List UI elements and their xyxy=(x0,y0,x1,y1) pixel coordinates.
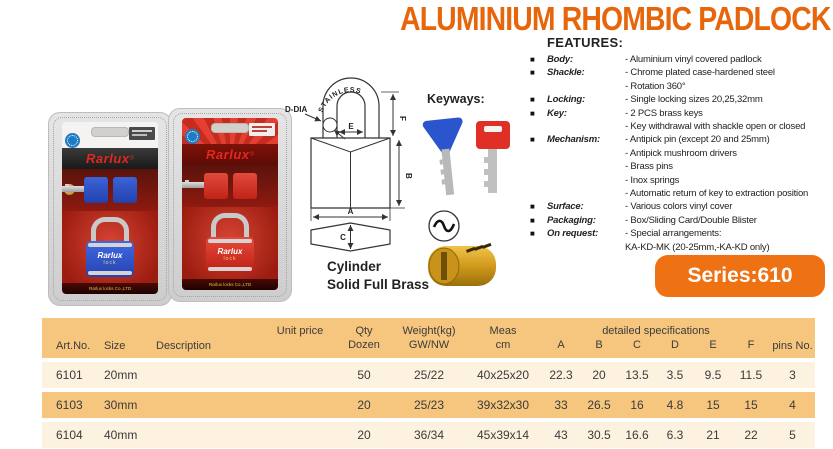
feature-label: Mechanism: xyxy=(547,134,600,146)
feature-row xyxy=(530,200,833,213)
feature-row xyxy=(530,214,833,227)
feature-label xyxy=(547,160,625,173)
padlock-dimension-diagram xyxy=(283,56,423,261)
specification-table xyxy=(42,318,815,448)
pack-card xyxy=(62,122,158,294)
lock-area xyxy=(62,211,158,283)
feature-label xyxy=(547,120,625,133)
col-header-b: B xyxy=(595,339,603,351)
cylinder-slot xyxy=(482,243,491,249)
pack-footer xyxy=(182,279,278,290)
col-header-detailed-specs: detailed specifications A B C D E F xyxy=(542,318,770,358)
feature-text: - Inox springs xyxy=(625,174,680,186)
brand-band xyxy=(182,144,278,165)
cell-qty: 50 xyxy=(357,368,371,382)
feature-text: - Rotation 360° xyxy=(625,80,686,92)
hang-area xyxy=(182,118,278,144)
key-blade xyxy=(182,182,204,188)
padlock-brand-sub: lock xyxy=(223,256,237,262)
feature-row xyxy=(530,120,833,133)
feature-text: - Special arrangements: xyxy=(625,228,722,240)
feature-label: Body: xyxy=(547,54,573,65)
cell-e: 15 xyxy=(706,398,720,412)
feature-text: - Aluminium vinyl covered padlock xyxy=(625,54,762,65)
padlock-photo xyxy=(206,213,254,273)
cell-weight: 25/23 xyxy=(413,398,445,412)
keyways-heading: Keyways: xyxy=(427,92,485,106)
blister-pack-blue xyxy=(48,112,172,306)
feature-row xyxy=(530,241,833,254)
cell-weight: 25/22 xyxy=(413,368,445,382)
cell-c: 13.5 xyxy=(625,368,649,382)
bullet-icon: ■ xyxy=(530,229,535,239)
cell-f: 11.5 xyxy=(739,368,763,382)
cell-size: 40mm xyxy=(104,428,138,442)
cell-c: 16.6 xyxy=(625,428,649,442)
cell-d: 3.5 xyxy=(666,368,684,382)
col-header-meas: Meas cm xyxy=(489,325,517,351)
feature-text: KA-KD-MK (20-25mm,-KA-KD only) xyxy=(625,241,770,253)
cell-meas: 40x25x20 xyxy=(476,368,530,382)
key-icon xyxy=(84,177,108,203)
cell-b: 26.5 xyxy=(587,398,611,412)
feature-label: Surface: xyxy=(547,201,584,213)
feature-label xyxy=(547,147,625,160)
series-badge xyxy=(655,255,825,297)
cell-meas: 45x39x14 xyxy=(476,428,530,442)
key-blade xyxy=(62,186,84,192)
a-label: A xyxy=(347,207,354,216)
brass-cylinder-image xyxy=(420,238,504,294)
bullet-icon xyxy=(530,160,547,173)
c-label: C xyxy=(340,233,346,242)
feature-label xyxy=(547,80,625,93)
page-title: ALUMINIUM RHOMBIC PADLOCK xyxy=(400,0,831,37)
col-header-weight: Weight(kg) GW/NW xyxy=(402,325,456,351)
bullet-icon xyxy=(530,174,547,187)
col-header-art-no: Art.No. xyxy=(56,340,91,352)
hang-area xyxy=(62,122,158,148)
table-row xyxy=(42,392,815,418)
red-key-icon xyxy=(476,121,510,193)
d-dia-arrow xyxy=(305,114,321,121)
keys-band xyxy=(182,165,278,207)
starburst-logo-icon xyxy=(185,129,200,144)
feature-text: - Box/Sliding Card/Double Blister xyxy=(625,214,757,226)
col-header-qty-dozen: Qty Dozen xyxy=(348,325,380,351)
key-icon xyxy=(113,177,137,203)
feature-row xyxy=(530,227,833,240)
feature-label xyxy=(547,174,625,187)
feature-row xyxy=(530,187,833,200)
blue-key-icon xyxy=(427,122,466,197)
bullet-icon: ■ xyxy=(530,215,535,225)
feature-row xyxy=(530,66,833,79)
cell-b: 30.5 xyxy=(587,428,611,442)
feature-text: - Key withdrawal with shackle open or closed xyxy=(625,121,806,133)
pack-footer-text: Rarlux locks Co.,LTD xyxy=(208,282,252,287)
bullet-icon xyxy=(530,187,547,200)
cell-d: 4.8 xyxy=(666,398,684,412)
bullet-icon: ■ xyxy=(530,202,535,212)
bullet-icon: ■ xyxy=(530,95,535,105)
pack-card xyxy=(182,118,278,290)
feature-text: - Antipick mushroom drivers xyxy=(625,147,737,159)
col-header-f: F xyxy=(747,339,755,351)
cell-art-no: 6101 xyxy=(56,368,83,382)
bullet-icon xyxy=(530,241,547,254)
padlock-body xyxy=(86,241,134,277)
d-dia-label: D-DIA xyxy=(285,105,308,114)
e-label: E xyxy=(348,122,354,131)
cell-f: 15 xyxy=(744,398,758,412)
bullet-icon xyxy=(530,80,547,93)
brand-name: Rarlux xyxy=(206,147,250,162)
feature-text: - Automatic return of key to extraction position xyxy=(625,188,809,200)
padlock-body xyxy=(206,237,254,273)
col-header-description: Description xyxy=(156,340,212,352)
padlock-brand: Rarlux xyxy=(97,251,123,260)
bullet-icon: ■ xyxy=(530,55,535,64)
feature-label xyxy=(547,187,625,200)
cell-qty: 20 xyxy=(357,428,371,442)
stainless-label: STAINLESS xyxy=(317,86,363,114)
col-header-unit-price: Unit price xyxy=(276,325,324,337)
cylinder-caption-line1: Cylinder xyxy=(327,259,382,274)
cell-b: 20 xyxy=(592,368,606,382)
pack-size-label xyxy=(249,123,275,136)
feature-row xyxy=(530,93,833,106)
cell-weight: 36/34 xyxy=(413,428,445,442)
feature-row xyxy=(530,107,833,120)
feature-label: On request: xyxy=(547,228,599,240)
col-header-pins: pins No. xyxy=(772,340,813,352)
feature-label: Locking: xyxy=(547,94,585,106)
hang-slot xyxy=(211,123,249,133)
padlock-shackle xyxy=(91,217,129,243)
shackle-inner-outline xyxy=(337,92,365,138)
brand-band xyxy=(62,148,158,169)
col-header-d: D xyxy=(671,339,679,351)
keys-illustration xyxy=(418,115,528,215)
cell-c: 16 xyxy=(630,398,644,412)
body-ridge-lines xyxy=(311,138,390,208)
hang-slot xyxy=(91,127,129,137)
pack-footer xyxy=(62,283,158,294)
lock-area xyxy=(182,207,278,279)
key-slot xyxy=(441,252,447,280)
feature-label xyxy=(547,241,625,254)
padlock-brand: Rarlux xyxy=(217,247,243,256)
f-label: F xyxy=(398,116,407,121)
col-header-c: C xyxy=(633,339,641,351)
padlock-photo xyxy=(86,217,134,277)
feature-text: - Antipick pin (except 20 and 25mm) xyxy=(625,134,770,146)
bullet-icon: ■ xyxy=(530,135,535,145)
cell-size: 20mm xyxy=(104,368,138,382)
padlock-brand-sub: lock xyxy=(103,260,117,266)
registered-mark: ® xyxy=(249,151,254,158)
col-header-a: A xyxy=(557,339,565,351)
shackle-diameter-circle xyxy=(323,118,337,132)
feature-text: - Various colors vinyl cover xyxy=(625,201,733,213)
feature-row xyxy=(530,133,833,146)
cell-a: 22.3 xyxy=(549,368,573,382)
table-header xyxy=(42,318,815,358)
feature-row xyxy=(530,174,833,187)
cell-art-no: 6104 xyxy=(56,428,83,442)
pack-size-label xyxy=(129,127,155,140)
cylinder-caption-line2: Solid Full Brass xyxy=(327,277,430,292)
col-header-e: E xyxy=(709,339,717,351)
feature-text: - 2 PCS brass keys xyxy=(625,107,703,119)
registered-mark: ® xyxy=(129,155,134,162)
cell-e: 9.5 xyxy=(704,368,722,382)
cell-pins: 4 xyxy=(789,398,796,412)
b-label: B xyxy=(404,173,413,179)
feature-text: - Single locking sizes 20,25,32mm xyxy=(625,94,763,106)
series-badge-text: Series:610 xyxy=(687,264,793,287)
brand-name: Rarlux xyxy=(86,151,130,166)
pack-footer-text: Rarlux locks Co.,LTD xyxy=(88,286,132,291)
cell-pins: 5 xyxy=(789,428,796,442)
cell-meas: 39x32x30 xyxy=(476,398,530,412)
blister-pack-red xyxy=(168,108,292,302)
feature-text: - Brass pins xyxy=(625,161,673,173)
cylinder-caption xyxy=(327,258,429,294)
cell-a: 33 xyxy=(554,398,568,412)
features-section xyxy=(530,35,833,254)
starburst-logo-icon xyxy=(65,133,80,148)
bullet-icon xyxy=(530,147,547,160)
cell-art-no: 6103 xyxy=(56,398,83,412)
bullet-icon: ■ xyxy=(530,108,535,118)
bullet-icon xyxy=(530,120,547,133)
col-header-size: Size xyxy=(104,340,126,352)
feature-label: Shackle: xyxy=(547,67,585,79)
key-icon xyxy=(233,173,257,199)
feature-row xyxy=(530,80,833,93)
cell-size: 30mm xyxy=(104,398,138,412)
table-row xyxy=(42,422,815,448)
feature-label: Packaging: xyxy=(547,214,596,226)
feature-text: - Chrome plated case-hardened steel xyxy=(625,67,775,79)
cell-e: 21 xyxy=(706,428,720,442)
features-heading: FEATURES: xyxy=(547,35,624,50)
feature-label: Key: xyxy=(547,107,567,119)
cell-qty: 20 xyxy=(357,398,371,412)
cell-pins: 3 xyxy=(789,368,796,382)
feature-row xyxy=(530,160,833,173)
bullet-icon: ■ xyxy=(530,68,535,78)
keys-band xyxy=(62,169,158,211)
feature-row xyxy=(530,147,833,160)
cell-d: 6.3 xyxy=(666,428,684,442)
padlock-shackle xyxy=(211,213,249,239)
table-row xyxy=(42,362,815,388)
cell-f: 22 xyxy=(744,428,758,442)
key-icon xyxy=(204,173,228,199)
feature-row xyxy=(530,53,833,66)
cell-a: 43 xyxy=(554,428,568,442)
